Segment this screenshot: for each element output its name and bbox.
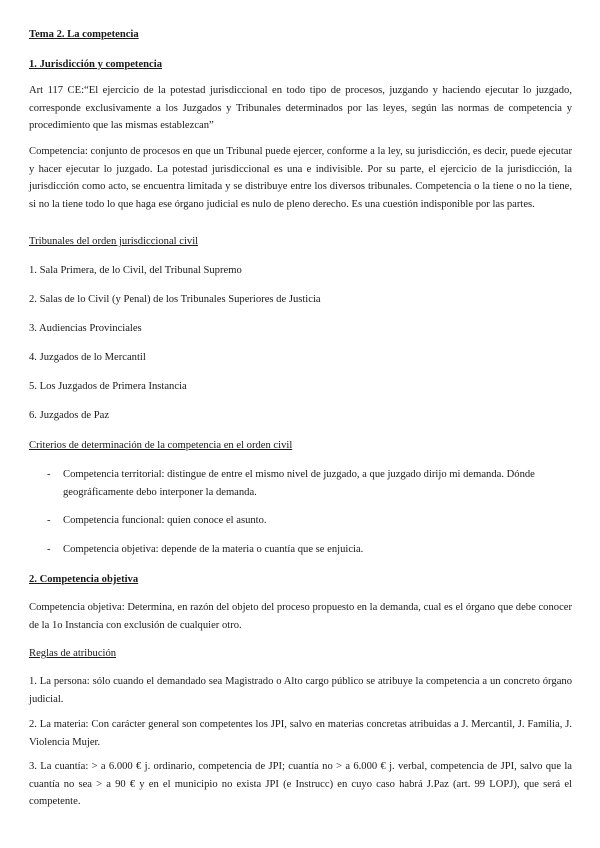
criterio-item: Competencia territorial: distingue de entre el mismo nivel de juzgado, a que juzgado dirijo mi demanda. Dónde geográficamente debo interponer la demanda. — [63, 469, 535, 498]
art-117-quote: Art 117 CE:“El ejercicio de la potestad jurisdiccional en todo tipo de procesos, juzgando y haciendo ejecutar lo juzgado, corresponde exclusivamente a los Juzgados y Tribunales determinados por las leyes, según las normas de competencia y procedimiento que las mismas establezcan” — [29, 85, 572, 131]
tribunal-item: 5. Los Juzgados de Primera Instancia — [29, 381, 187, 392]
document-title: Tema 2. La competencia — [29, 29, 139, 40]
criterios-heading: Criterios de determinación de la competencia en el orden civil — [29, 440, 293, 451]
tribunal-item: 6. Juzgados de Paz — [29, 410, 110, 421]
section-1-heading: 1. Jurisdicción y competencia — [29, 59, 162, 70]
bullet-marker: - — [47, 544, 51, 555]
tribunales-heading: Tribunales del orden jurisdiccional civil — [29, 236, 199, 247]
regla-item: 2. La materia: Con carácter general son competentes los JPI, salvo en materias concretas atribuidas a J. Mercantil, J. Familia, J. Violencia Mujer. — [29, 719, 572, 748]
regla-item: 1. La persona: sólo cuando el demandado sea Magistrado o Alto cargo público se atribuye la competencia a un concreto órgano judicial. — [29, 676, 572, 705]
tribunal-item: 1. Sala Primera, de lo Civil, del Tribunal Supremo — [29, 265, 242, 276]
criterio-item: Competencia funcional: quien conoce el asunto. — [63, 515, 267, 526]
tribunal-item: 2. Salas de lo Civil (y Penal) de los Tribunales Superiores de Justicia — [29, 294, 321, 305]
tribunal-item: 4. Juzgados de lo Mercantil — [29, 352, 146, 363]
tribunal-item: 3. Audiencias Provinciales — [29, 323, 142, 334]
competencia-definition: Competencia: conjunto de procesos en que un Tribunal puede ejercer, conforme a la ley, su jurisdicción, es decir, puede ejecutar y hacer ejecutar lo juzgado. La potestad jurisdiccional es una e indivisible. Por su parte, el ejercicio de la jurisdicción, la jurisdicción como acto, se encuentra limitada y se distribuye entre los diversos tribunales. Competencia o la tiene o no la tiene, si no la tiene todo lo que haga ese órgano judicial es nulo de pleno derecho. Es una cuestión indisponible por las partes. — [29, 146, 572, 210]
section-2-heading: 2. Competencia objetiva — [29, 574, 139, 585]
bullet-marker: - — [47, 469, 51, 480]
regla-item: 3. La cuantía: > a 6.000 € j. ordinario, competencia de JPI; cuantía no > a 6.000 € j. verbal, competencia de JPI, salvo que la cuantía no sea > a 90 € y en el municipio no exista JPI (e Instrucc) en cuyo caso habrá J.Paz (art. 99 LOPJ), que será el competente. — [29, 761, 572, 807]
reglas-heading: Reglas de atribución — [29, 648, 117, 659]
competencia-objetiva-definition: Competencia objetiva: Determina, en razón del objeto del proceso propuesto en la demanda, cual es el órgano que debe conocer de la 1o Instancia con exclusión de cualquier otro. — [29, 602, 572, 631]
criterio-item: Competencia objetiva: depende de la materia o cuantía que se enjuicia. — [63, 544, 364, 555]
bullet-marker: - — [47, 515, 51, 526]
